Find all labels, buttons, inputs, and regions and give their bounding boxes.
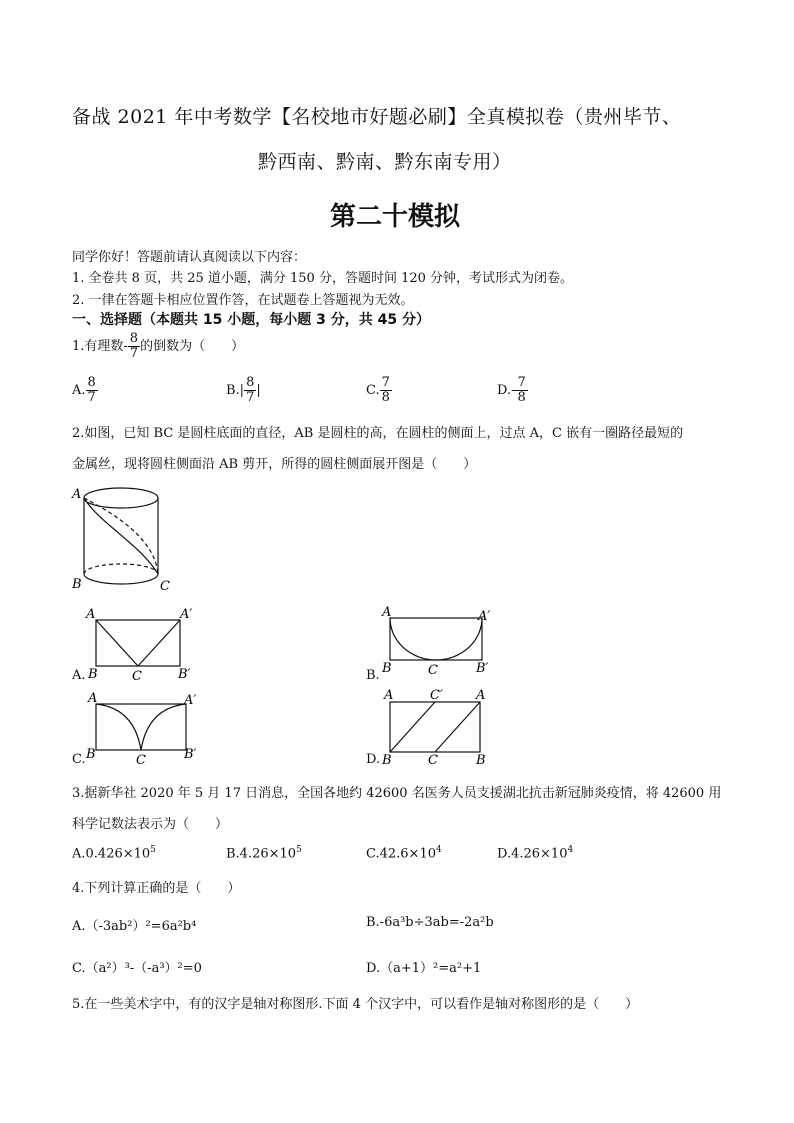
q2-option-b-label: B. (366, 668, 380, 683)
question-2-line1: 2.如图，已知 BC 是圆柱底面的直径，AB 是圆柱的高，在圆柱的侧面上，过点 A，C 嵌有一圈路径最短的 (72, 426, 684, 441)
q1-option-a: A. $\frac{8}{7}$ (72, 375, 96, 405)
q4-option-c: C.（a²）³-（-a³）²=0 (72, 961, 202, 976)
svg-text:A: A (476, 688, 486, 703)
q3-option-a: $A.0.426\times 10^5$ (72, 845, 156, 862)
q2-option-c-figure (84, 688, 214, 768)
instructions-item-1: 1. 全卷共 8 页，共 25 道小题，满分 150 分，答题时间 120 分钟，考试形式为闭卷。 (72, 271, 574, 286)
question-5-stem: 5.在一些美术字中，有的汉字是轴对称图形.下面 4 个汉字中，可以看作是轴对称图形的是（ ） (72, 997, 639, 1012)
exam-title: 第二十模拟 (330, 202, 461, 232)
svg-text:A′: A′ (184, 693, 197, 708)
q3-option-b: $B.4.26\times 10^5$ (226, 845, 302, 862)
q1-option-b: B.| $\frac{8}{7}$ | (226, 375, 261, 405)
question-3-line2: 科学记数法表示为（ ） (72, 817, 229, 832)
svg-text:B: B (86, 747, 96, 762)
svg-text:A: A (384, 688, 394, 703)
svg-text:A′: A′ (478, 609, 491, 624)
q4-option-a: A.（-3ab²）²=6a²b⁴ (72, 919, 197, 934)
q4-option-d: D.（a+1）²=a²+1 (366, 961, 482, 976)
svg-text:C′: C′ (430, 688, 443, 703)
document-title-line1: 备战 2021 年中考数学【名校地市好题必刷】全真模拟卷（贵州毕节、 (72, 106, 682, 128)
q2-option-d-figure (378, 686, 508, 766)
q3-option-d: $D.4.26\times 10^4$ (497, 845, 574, 862)
svg-text:B: B (88, 667, 98, 682)
svg-text:A: A (88, 691, 98, 706)
instructions-intro: 同学你好！答题前请认真阅读以下内容： (72, 250, 307, 265)
svg-text:A′: A′ (180, 607, 193, 622)
svg-text:B′: B′ (178, 667, 191, 682)
instructions-item-2: 2. 一律在答题卡相应位置作答，在试题卷上答题视为无效。 (72, 293, 414, 308)
q1-fraction: $\frac{8}{7}$ (129, 331, 139, 361)
svg-text:A: A (382, 605, 392, 620)
svg-text:A: A (86, 607, 96, 622)
document-title-line2: 黔西南、黔南、黔东南专用） (258, 151, 512, 173)
question-2-line2: 金属丝，现将圆柱侧面沿 AB 剪开，所得的圆柱侧面展开图是（ ） (72, 457, 477, 472)
q2-option-b-figure (378, 602, 508, 682)
section-heading: 一、选择题（本题共 15 小题，每小题 3 分，共 45 分） (72, 312, 430, 328)
cylinder-label-c: C (160, 579, 170, 594)
question-4-stem: 4.下列计算正确的是（ ） (72, 881, 241, 896)
q1-option-c: C. $\frac{7}{8}$ (366, 375, 390, 405)
svg-text:C: C (428, 663, 438, 678)
q4-option-b: B.-6a³b÷3ab=-2a²b (366, 915, 494, 930)
q2-option-a-label: A. (72, 668, 86, 683)
cylinder-figure (70, 484, 180, 599)
question-3-line1: 3.据新华社 2020 年 5 月 17 日消息，全国各地约 42600 名医务人员支援湖北抗击新冠肺炎疫情，将 42600 用 (72, 786, 722, 801)
svg-text:B′: B′ (184, 747, 197, 762)
q1-stem-suffix: 的倒数为（ ） (140, 339, 245, 354)
svg-text:B: B (382, 753, 392, 766)
svg-text:C: C (136, 753, 146, 768)
svg-text:C: C (132, 669, 142, 684)
q2-option-a-figure (84, 604, 204, 684)
q2-option-c-label: C. (72, 752, 86, 767)
svg-text:B: B (382, 661, 392, 676)
q3-option-c: $C.42.6\times 10^4$ (366, 845, 442, 862)
svg-text:B: B (476, 753, 486, 766)
cylinder-label-b: B (72, 577, 82, 592)
svg-text:C: C (428, 753, 438, 766)
q2-option-d-label: D. (366, 752, 381, 767)
cylinder-label-a: A (72, 487, 82, 502)
question-1-stem (72, 332, 244, 361)
q1-option-d: D.- $\frac{7}{8}$ (497, 375, 526, 405)
q1-stem-prefix: 1.有理数- (72, 339, 128, 354)
svg-text:B′: B′ (476, 661, 489, 676)
